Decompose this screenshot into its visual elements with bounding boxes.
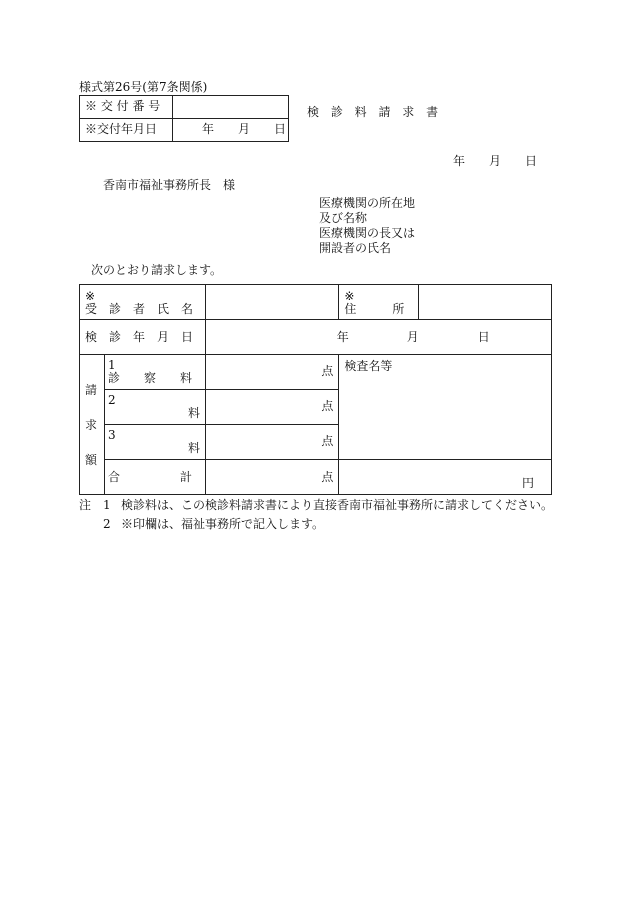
total-label-cell [104, 460, 205, 495]
fee-row-2-num: 2 [107, 393, 116, 407]
test-name-cell[interactable] [339, 355, 552, 460]
exam-date-label-cell [80, 320, 206, 355]
issue-number-label-cell [80, 96, 173, 119]
issue-date-month: 月 [238, 122, 251, 136]
note-1-num: 1 [103, 498, 111, 512]
total-unit: 点 [321, 470, 334, 484]
patient-name-label: 受 診 者 氏 名 [85, 302, 194, 316]
fee-row-1-value[interactable] [205, 355, 339, 390]
billing-amount-label-cell [80, 355, 105, 495]
fee-row-3-label-cell [104, 425, 205, 460]
fee-row-3-num: 3 [107, 428, 116, 442]
exam-date-field[interactable] [205, 320, 551, 355]
exam-date-year: 年 [336, 330, 349, 344]
billing-label-3: 額 [85, 453, 98, 467]
patient-mark: ※ [85, 289, 96, 303]
address-field[interactable] [419, 285, 552, 320]
billing-label-1: 請 [85, 383, 98, 397]
address-mark: ※ [344, 289, 355, 303]
issue-date-year: 年 [202, 122, 215, 136]
yen-unit: 円 [521, 476, 534, 490]
form-number: 様式第26号(第7条関係) [79, 80, 208, 94]
applicant-label-3: 医療機関の長又は [319, 226, 416, 240]
addressee: 香南市福祉事務所長 様 [103, 178, 236, 192]
exam-date-label: 検 診 年 月 日 [85, 330, 194, 344]
exam-date-day: 日 [477, 330, 490, 344]
date-month: 月 [489, 154, 502, 168]
applicant-label-4: 開設者の氏名 [319, 241, 392, 255]
test-name-label: 検査名等 [344, 359, 393, 373]
exam-date-month: 月 [406, 330, 419, 344]
patient-name-label-cell [80, 285, 206, 320]
fee-row-1-num: 1 [107, 358, 116, 372]
total-yen-value[interactable] [339, 460, 552, 495]
fee-row-1-label: 診 察 料 [107, 371, 192, 385]
fee-row-2-unit: 点 [321, 399, 334, 413]
fee-row-1-label-cell [104, 355, 205, 390]
billing-table [79, 284, 552, 495]
issue-info-table [79, 95, 289, 142]
issue-number-label: ※ 交 付 番 号 [85, 99, 161, 113]
address-label-cell [339, 285, 419, 320]
intro-text: 次のとおり請求します。 [91, 263, 223, 277]
total-points-value[interactable] [205, 460, 339, 495]
note-2-num: 2 [103, 517, 111, 531]
patient-name-field[interactable] [205, 285, 339, 320]
fee-row-2-value[interactable] [205, 390, 339, 425]
fee-row-3-value[interactable] [205, 425, 339, 460]
date-year: 年 [453, 154, 466, 168]
note-2-text: ※印欄は、福祉事務所で記入します。 [121, 517, 325, 531]
issue-number-value-cell[interactable] [173, 96, 289, 119]
address-label: 住 所 [344, 302, 405, 316]
document-title: 検 診 料 請 求 書 [307, 105, 443, 119]
issue-date-value-cell[interactable] [173, 119, 289, 142]
total-label: 合 計 [107, 470, 192, 484]
fee-row-2-label: 料 [187, 406, 200, 420]
note-1-text: 検診料は、この検診料請求書により直接香南市福祉事務所に請求してください。 [121, 498, 554, 512]
notes-prefix: 注 [79, 498, 92, 512]
date-day: 日 [525, 154, 538, 168]
applicant-label-2: 及び名称 [319, 211, 368, 225]
applicant-label-1: 医療機関の所在地 [319, 196, 416, 210]
issue-date-day: 日 [274, 122, 287, 136]
fee-row-3-label: 料 [187, 441, 200, 455]
billing-label-2: 求 [85, 418, 98, 432]
issue-date-label: ※交付年月日 [85, 122, 158, 136]
fee-row-3-unit: 点 [321, 434, 334, 448]
fee-row-2-label-cell [104, 390, 205, 425]
fee-row-1-unit: 点 [321, 364, 334, 378]
issue-date-label-cell [80, 119, 173, 142]
